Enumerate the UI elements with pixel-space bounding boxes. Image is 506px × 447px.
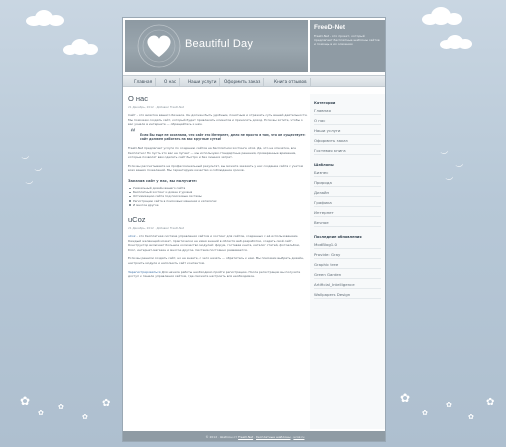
sidebar-item[interactable]: Наши услуги <box>314 128 381 135</box>
post-paragraph <box>128 270 308 279</box>
site-title: Beautiful Day <box>185 38 254 50</box>
post-paragraph: FreeD-Net предлагает услуги по созданию сайтов на бесплатном хостинге uCoz. Да, это не опечатка, все бесплатно! Но пусть это вас не пугает — мы используем стандартные решения, проверенные временем, которые позволят вам сделать сайт быстро и без лишних затрат. <box>128 145 297 160</box>
sidebar-item[interactable]: ModBlog1.0 <box>314 242 381 249</box>
footer <box>123 431 386 442</box>
sidebar-item[interactable]: Гостевая книга <box>314 148 381 155</box>
list-item: Бесплатный хостинг и домен 2 уровня <box>128 190 308 194</box>
main-content <box>128 94 308 429</box>
list-item: Уникальный дизайн вашего сайта <box>128 186 308 190</box>
sidebar-item[interactable]: Green Garden <box>314 272 381 279</box>
footer-text: © 2012 · Шаблон от <box>205 435 238 439</box>
sidebar-item[interactable]: Интернет <box>314 210 381 217</box>
sidebar-title: FreeD-Net <box>314 24 346 31</box>
sidebar-item[interactable]: Artificial_Intelligence <box>314 282 381 289</box>
flower-decoration: ✿ <box>400 391 411 405</box>
sidebar-section-title: Категории <box>314 101 336 105</box>
sidebar-header <box>310 20 385 72</box>
post-meta: 21 Декабрь, 2012 · Добавил FreeD-Net <box>128 105 184 109</box>
flower-decoration: ✿ <box>468 413 474 421</box>
sidebar-item[interactable]: Дизайн <box>314 190 381 197</box>
post-paragraph: Если вы решили создать сайт, но не знаете, с чего начать — обратитесь к нам. Мы поможем выбрать дизайн, настроить модули и наполнить сайт контентом. <box>128 256 304 265</box>
flower-decoration: ✿ <box>486 397 495 408</box>
sidebar-section-title: Шаблоны <box>314 163 334 167</box>
heart-icon <box>137 24 181 68</box>
nav-item-guestbook[interactable]: Книга отзывов <box>271 78 311 86</box>
flower-decoration: ✿ <box>38 409 44 417</box>
sidebar-item[interactable]: Wallpapers Design <box>314 292 381 299</box>
banner <box>125 20 308 72</box>
sidebar-section-title: Последние обновления <box>314 235 362 239</box>
flower-decoration: ✿ <box>58 403 64 411</box>
sidebar-item[interactable]: Графика <box>314 200 381 207</box>
list-item: Регистрацию сайта в поисковых машинах и каталогах <box>128 199 308 203</box>
header <box>123 18 386 74</box>
bird-decoration: ︶ <box>440 150 450 161</box>
footer-link-freednet[interactable]: FreeD-Net <box>238 435 254 439</box>
register-link[interactable]: Зарегистрироваться <box>128 269 161 274</box>
post-text: Для начала работы необходимо пройти регистрацию. После регистрации вы получите доступ к панели управления сайтом, где сможете настроить всё необходимое. <box>128 269 301 279</box>
footer-separator: · <box>291 435 294 439</box>
flower-decoration: ✿ <box>82 413 88 421</box>
flower-decoration: ✿ <box>446 401 452 409</box>
list-title: Заказав сайт у нас, вы получите: <box>128 178 198 183</box>
post-paragraph <box>128 234 308 252</box>
sidebar-item[interactable]: Главная <box>314 108 381 115</box>
list-item: И многое другое <box>128 203 308 207</box>
cloud-decoration <box>63 38 101 56</box>
sidebar-description: FreeD-Net - это проект, который предлагает бесплатные шаблоны сайтов и помощь в их освоении <box>314 34 380 46</box>
bird-decoration: ︶ <box>34 167 44 178</box>
flower-decoration: ✿ <box>102 398 111 409</box>
footer-link-templates[interactable]: бесплатные шаблоны <box>256 435 291 439</box>
sidebar-item[interactable]: Provide: Gray <box>314 252 381 259</box>
post-paragraph: Сайт – это визитка вашего бизнеса. Он должен быть удобным, понятным и отражать суть вашей деятельности. Мы поможем создать сайт, который будет привлекать клиентов и приносить доход. Если вы хотите, чтобы о вас узнали в интернете — обращайтесь к нам. <box>128 113 308 127</box>
list-item: Оптимизацию сайта под поисковые системы <box>128 194 308 198</box>
cloud-decoration <box>422 6 464 26</box>
sidebar-item[interactable]: Природа <box>314 180 381 187</box>
cloud-decoration <box>26 8 66 26</box>
page-container <box>122 17 386 442</box>
post-title[interactable]: О нас <box>128 94 148 103</box>
post-quote <box>128 127 308 142</box>
sidebar-item[interactable]: Вечное <box>314 220 381 227</box>
main-nav <box>123 75 386 87</box>
bird-decoration: ︶ <box>25 180 35 191</box>
post-paragraph: Если вы рассчитываете на профессиональный результат, вы можете заказать у нас создание сайта с учетом всех ваших пожеланий. Мы гарантируем качество и соблюдение сроков. <box>128 163 303 173</box>
sidebar-item[interactable]: Бизнес <box>314 170 381 177</box>
sidebar <box>310 94 385 429</box>
flower-decoration: ✿ <box>20 394 31 408</box>
post-text: – это бесплатная система управления сайтом и хостинг для сайтов, созданных с её использованием. Каждый желающий может, практически не имея знаний в области веб-разработки, создать свой сайт. Конструктор включает большое количество модулей: форум, гостевая книга, каталог статей, фотоальбом, блог, интернет-магазин и многое другое. Система постоянно развивается. <box>128 233 300 252</box>
post-title[interactable]: uCoz <box>128 214 146 224</box>
bird-decoration: ︶ <box>21 155 31 166</box>
quote-text: Если Вы еще не осознали, что сайт это Интернет, дело не просто в том, что он существует: сайт должен работать на вас круглые сутки! <box>140 132 306 142</box>
footer-link-ucoz[interactable]: ucoz.ru <box>293 435 305 439</box>
sidebar-item[interactable]: Graphic tree <box>314 262 381 269</box>
sidebar-item[interactable]: Оформить заказ <box>314 138 381 145</box>
footer-separator: · <box>254 435 257 439</box>
ucoz-link[interactable]: uCoz <box>128 233 136 238</box>
benefits-list <box>128 186 308 207</box>
post-meta: 21 Декабрь, 2012 · Добавил FreeD-Net <box>128 225 184 230</box>
sidebar-item[interactable]: О нас <box>314 118 381 125</box>
bird-decoration: ︶ <box>455 163 465 174</box>
nav-item-about[interactable]: О нас <box>161 78 180 86</box>
nav-item-order[interactable]: Оформить заказ <box>221 78 264 86</box>
quote-icon: “ <box>130 127 136 138</box>
cloud-decoration <box>440 34 474 50</box>
bird-decoration: ︶ <box>445 176 455 187</box>
nav-item-services[interactable]: Наши услуги <box>185 78 220 86</box>
flower-decoration: ✿ <box>422 409 428 417</box>
nav-item-home[interactable]: Главная <box>131 78 156 86</box>
